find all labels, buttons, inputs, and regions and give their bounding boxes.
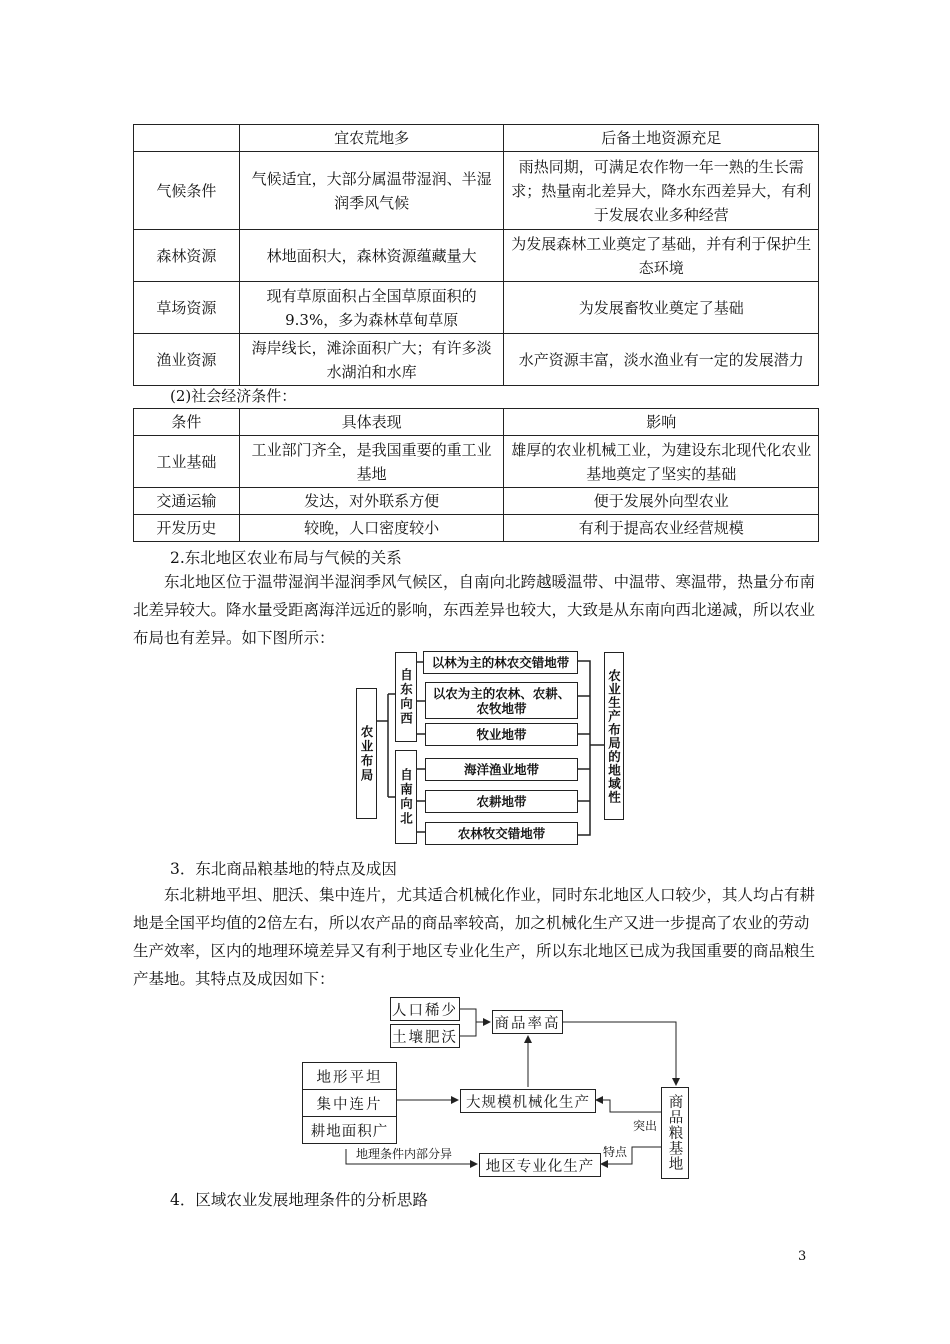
table2-row-label: 交通运输 [134,488,240,515]
table2-header-detail: 具体表现 [239,409,504,436]
flat-terrain-box: 地形平坦 [302,1062,397,1090]
table2-row-detail: 发达，对外联系方便 [239,488,504,515]
table1-row-label: 草场资源 [134,282,240,334]
table2-row-label: 工业基础 [134,436,240,488]
table1-row-effect: 雨热同期，可满足农作物一年一熟的生长需求；热量南北差异大，降水东西差异大，有利于发展农业多种经营 [504,152,819,230]
table1-row-detail: 气候适宜，大部分属温带湿润、半湿润季风气候 [239,152,504,230]
section2-title: (2)社会经济条件： [170,387,297,405]
layout-root-box: 农业布局 [356,688,377,819]
farming-belt-box: 农耕地带 [425,790,578,813]
table2-row-effect: 便于发展外向型农业 [504,488,819,515]
highlight-label: 突出 [633,1119,658,1133]
geographic-differentiation-label: 地理条件内部分异 [356,1147,453,1161]
contiguous-land-box: 集中连片 [302,1089,397,1117]
table2-row-detail: 工业部门齐全，是我国重要的重工业基地 [239,436,504,488]
page-number: 3 [798,1249,807,1264]
mechanized-production-box: 大规模机械化生产 [460,1089,596,1113]
branch-south-north-box: 自南向北 [395,750,417,844]
table2-row-label: 开发历史 [134,515,240,542]
table2-row-detail: 较晚，人口密度较小 [239,515,504,542]
high-commodity-rate-box: 商品率高 [492,1010,563,1034]
table1-header-col1: 宜农荒地多 [239,125,504,152]
table2-row-effect: 有利于提高农业经营规模 [504,515,819,542]
heading-2: 2.东北地区农业布局与气候的关系 [170,549,402,567]
table2-row-effect: 雄厚的农业机械工业，为建设东北现代化农业基地奠定了坚实的基础 [504,436,819,488]
table2-header-condition: 条件 [134,409,240,436]
fertile-soil-box: 土壤肥沃 [390,1024,460,1048]
table1-row-detail: 海岸线长，滩涂面积广大；有许多淡水湖泊和水库 [239,334,504,386]
regional-specialization-box: 地区专业化生产 [479,1153,601,1177]
heading-4: 4．区域农业发展地理条件的分析思路 [170,1191,428,1209]
feature-label: 特点 [603,1145,628,1159]
forest-farm-belt-box: 以林为主的林农交错地带 [423,651,578,674]
commodity-grain-base-box: 商品粮基地 [661,1087,689,1179]
table1-row-detail: 林地面积大，森林资源蕴藏量大 [239,230,504,282]
table1-row-effect: 为发展畜牧业奠定了基础 [504,282,819,334]
table1-row-effect: 水产资源丰富，淡水渔业有一定的发展潜力 [504,334,819,386]
table1-row-effect: 为发展森林工业奠定了基础，并有利于保护生态环境 [504,230,819,282]
table1-header-col2: 后备土地资源充足 [504,125,819,152]
mixed-farm-belt-box: 农林牧交错地带 [425,822,578,845]
regional-layout-box: 农业生产布局的地域性 [604,652,624,820]
table1-row-detail: 现有草原面积占全国草原面积的9.3%，多为森林草甸草原 [239,282,504,334]
heading-3: 3．东北商品粮基地的特点及成因 [170,860,397,878]
farm-forest-pasture-belt-box: 以农为主的农林、农耕、农牧地带 [425,682,578,719]
sparse-population-box: 人口稀少 [390,997,460,1021]
marine-fishery-belt-box: 海洋渔业地带 [425,758,578,781]
table1-row-label: 气候条件 [134,152,240,230]
table1-row-label: 森林资源 [134,230,240,282]
paragraph-3: 东北耕地平坦、肥沃、集中连片，尤其适合机械化作业，同时东北地区人口较少，其人均占有耕地是全国平均值的2倍左右，所以农产品的商品率较高，加之机械化生产又进一步提高了农业的劳动生产效率，区内的地理环境差异又有利于地区专业化生产，所以东北地区已成为我国重要的商品粮生产基地。其特点及成因如下： [133,886,816,988]
table2-header-effect: 影响 [504,409,819,436]
pasture-belt-box: 牧业地带 [425,723,578,746]
branch-east-west-box: 自东向西 [395,652,417,742]
table1-row-label: 渔业资源 [134,334,240,386]
large-farmland-box: 耕地面积广 [302,1116,397,1144]
paragraph-2: 东北地区位于温带湿润半湿润季风气候区，自南向北跨越暖温带、中温带、寒温带，热量分布南北差异较大。降水量受距离海洋远近的影响，东西差异也较大，大致是从东南向西北递减，所以农业布局也有差异。如下图所示： [133,573,816,647]
